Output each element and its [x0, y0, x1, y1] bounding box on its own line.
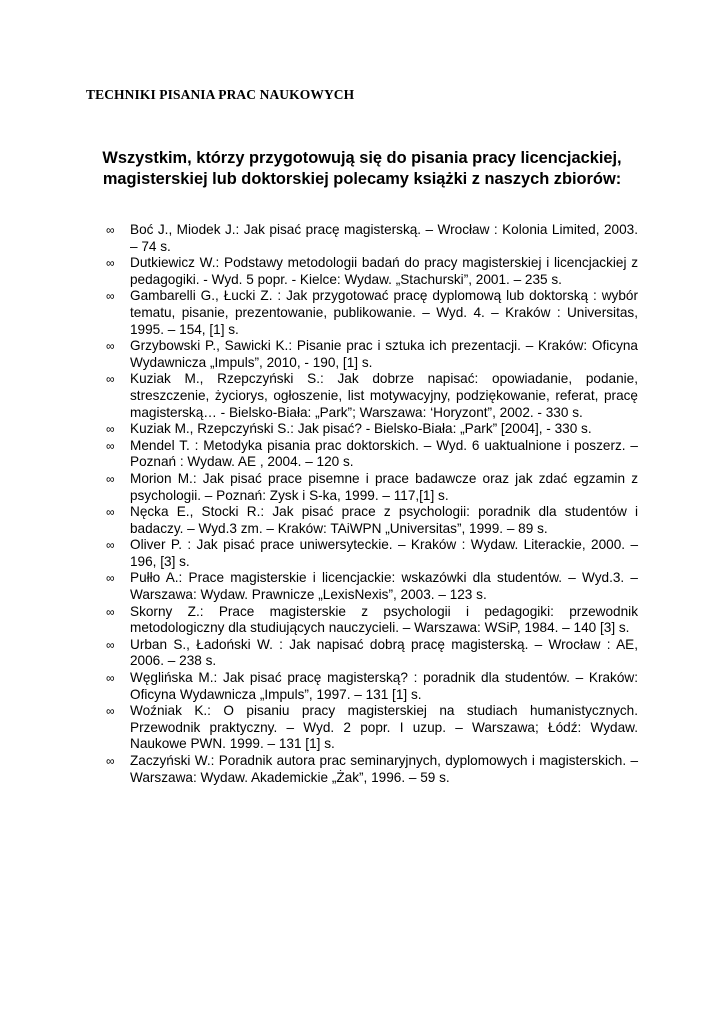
- entry-text: Mendel T. : Metodyka pisania prac doktorskich. – Wyd. 6 uaktualnione i poszerz. – Poznań : Wydaw. AE , 2004. – 120 s.: [130, 437, 638, 470]
- infinity-bullet-icon: ∞: [106, 704, 115, 719]
- entry-text: Gambarelli G., Łucki Z. : Jak przygotować pracę dyplomową lub doktorską : wybór tematu, pisanie, prezentowanie, publikowanie. – Wyd. 4. – Kraków : Universitas, 1995. – 154, [1] s.: [130, 288, 638, 337]
- bibliography-entry: [106, 570, 638, 603]
- entry-text: Kuziak M., Rzepczyński S.: Jak dobrze napisać: opowiadanie, podanie, streszczenie, życiorys, ogłoszenie, list motywacyjny, podziękowanie, referat, pracę magisterską… - Bielsko-Biała: „Park”; Warszawa: ‘Horyzont”, 2002. - 330 s.: [130, 371, 638, 420]
- entry-text: Skorny Z.: Prace magisterskie z psychologii i pedagogiki: przewodnik metodologiczny dla studiujących nauczycieli. – Warszawa: WSiP, 1984. – 140 [3] s.: [130, 603, 638, 636]
- bibliography-entry: [106, 371, 638, 421]
- infinity-bullet-icon: ∞: [106, 372, 115, 387]
- infinity-bullet-icon: ∞: [106, 471, 115, 486]
- entry-text: Zaczyński W.: Poradnik autora prac seminaryjnych, dyplomowych i magisterskich. – Warszawa: Wydaw. Akademickie „Żak”, 1996. – 59 s.: [130, 753, 638, 785]
- infinity-bullet-icon: ∞: [106, 604, 115, 619]
- intro-heading: [86, 148, 638, 190]
- infinity-bullet-icon: ∞: [106, 505, 115, 520]
- bibliography-entry: [106, 470, 638, 504]
- entry-text: Oliver P. : Jak pisać prace uniwersyteckie. – Kraków : Wydaw. Literackie, 2000. – 196, [3] s.: [130, 537, 638, 569]
- infinity-bullet-icon: ∞: [106, 223, 115, 237]
- bibliography-entry: [106, 636, 638, 670]
- bibliography-entry: [106, 703, 638, 753]
- bibliography-entry: [106, 504, 638, 537]
- bibliography-entry: [106, 603, 638, 637]
- bibliography-list: [86, 222, 638, 786]
- infinity-bullet-icon: ∞: [106, 671, 115, 686]
- bibliography-entry: [106, 288, 638, 338]
- entry-text: Morion M.: Jak pisać prace pisemne i prace badawcze oraz jak zdać egzamin z psychologii. – Poznań: Zysk i S-ka, 1999. – 117,[1] s.: [130, 470, 638, 503]
- entry-text: Węglińska M.: Jak pisać pracę magisterską? : poradnik dla studentów. – Kraków: Oficyna Wydawnicza „Impuls”, 1997. – 131 [1] s.: [130, 670, 638, 702]
- intro-line-2: magisterskiej lub doktorskiej polecamy książki z naszych zbiorów:: [102, 170, 622, 188]
- bibliography-entry: [106, 437, 638, 471]
- infinity-bullet-icon: ∞: [106, 438, 115, 453]
- bibliography-entry: [106, 537, 638, 570]
- entry-text: Dutkiewicz W.: Podstawy metodologii badań do pracy magisterskiej i licencjackiej z pedagogiki. - Wyd. 5 popr. - Kielce: Wydaw. „Stachurski”, 2001. – 235 s.: [130, 255, 638, 287]
- entry-text: Nęcka E., Stocki R.: Jak pisać prace z psychologii: poradnik dla studentów i badaczy. – Wyd.3 zm. – Kraków: TAiWPN „Universitas”, 1999. – 89 s.: [130, 504, 638, 536]
- infinity-bullet-icon: ∞: [106, 422, 115, 437]
- intro-line-1: Wszystkim, którzy przygotowują się do pisania pracy licencjackiej,: [102, 149, 622, 167]
- bibliography-entry: [106, 670, 638, 703]
- entry-text: Pułło A.: Prace magisterskie i licencjackie: wskazówki dla studentów. – Wyd.3. – Warszawa: Wydaw. Prawnicze „LexisNexis”, 2003. – 123 s.: [130, 570, 638, 603]
- bibliography-entry: [106, 338, 638, 371]
- infinity-bullet-icon: ∞: [106, 538, 115, 553]
- infinity-bullet-icon: ∞: [106, 256, 115, 271]
- infinity-bullet-icon: ∞: [106, 339, 115, 354]
- bibliography-entry: [106, 222, 638, 255]
- entry-text: Boć J., Miodek J.: Jak pisać pracę magisterską. – Wrocław : Kolonia Limited, 2003. – 74 s.: [130, 222, 638, 254]
- bibliography-entry: [106, 753, 638, 786]
- bibliography-entry: [106, 421, 638, 438]
- infinity-bullet-icon: ∞: [106, 289, 115, 304]
- infinity-bullet-icon: ∞: [106, 637, 115, 652]
- entry-text: Urban S., Ładoński W. : Jak napisać dobrą pracę magisterską. – Wrocław : AE, 2006. – 238 s.: [130, 636, 638, 669]
- entry-text: Kuziak M., Rzepczyński S.: Jak pisać? - Bielsko-Biała: „Park” [2004], - 330 s.: [130, 421, 592, 437]
- entry-text: Grzybowski P., Sawicki K.: Pisanie prac i sztuka ich prezentacji. – Kraków: Oficyna Wydawnicza „Impuls”, 2010, - 190, [1] s.: [130, 338, 638, 370]
- bibliography-entry: [106, 255, 638, 288]
- entry-text: Woźniak K.: O pisaniu pracy magisterskiej na studiach humanistycznych. Przewodnik praktyczny. – Wyd. 2 popr. I uzup. – Warszawa; Łódź: Wydaw. Naukowe PWN. 1999. – 131 [1] s.: [130, 703, 638, 752]
- document-header: TECHNIKI PISANIA PRAC NAUKOWYCH: [86, 87, 355, 102]
- infinity-bullet-icon: ∞: [106, 754, 115, 768]
- infinity-bullet-icon: ∞: [106, 571, 115, 586]
